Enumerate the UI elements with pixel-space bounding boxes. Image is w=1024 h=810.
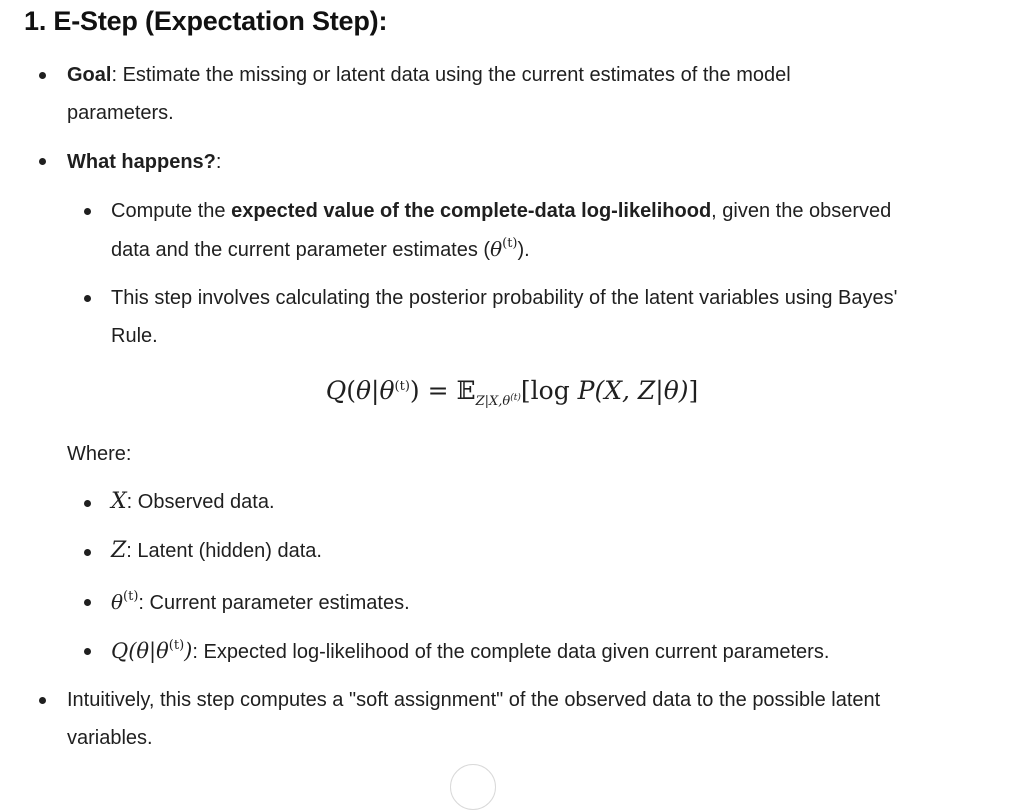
goal-text: : Estimate the missing or latent data using the current estimates of the model: [111, 64, 791, 86]
what-happens-colon: :: [215, 151, 222, 173]
scroll-down-button[interactable]: [450, 764, 496, 810]
theta-symbol: θ: [490, 237, 503, 261]
eq-Q: Q: [325, 376, 347, 405]
def-text: : Expected log-likelihood of the complete data given current parameters.: [192, 641, 830, 663]
definition-item: [111, 488, 275, 516]
def-text: : Latent (hidden) data.: [126, 540, 322, 562]
goal-line-1: [67, 61, 791, 89]
bullet-dot: [39, 72, 46, 79]
def-text: : Observed data.: [126, 491, 275, 513]
eq-theta: θ: [355, 376, 372, 405]
theta-superscript: (t): [502, 236, 518, 251]
bullet-dot: [84, 648, 91, 655]
bullet-dot: [39, 158, 46, 165]
intuition-line-1: Intuitively, this step computes a "soft assignment" of the observed data to the possible latent: [67, 689, 881, 711]
definition-item: [111, 537, 322, 565]
eq-bar: |: [371, 376, 380, 405]
eq-expectation-subscript: [476, 394, 521, 409]
eq-log: log: [530, 376, 578, 405]
eq-subscript-text: Z|X,θ: [475, 394, 511, 409]
eq-bracket-open: [: [520, 376, 531, 405]
posterior-line-1: This step involves calculating the posterior probability of the latent variables using Bayes': [111, 287, 898, 309]
eq-theta-t-sup: (t): [394, 379, 410, 394]
def-symbol: θ: [111, 590, 124, 614]
eq-bracket-close: ]: [688, 376, 699, 405]
compute-suffix: , given the observed: [711, 200, 892, 222]
where-label: Where:: [67, 443, 132, 465]
compute-line2-prefix: data and the current parameter estimates (: [111, 239, 491, 261]
def-symbol: Z: [111, 538, 127, 563]
eq-expectation: 𝔼: [456, 376, 476, 405]
bullet-dot: [39, 697, 46, 704]
goal-label: Goal: [67, 64, 112, 86]
eq-theta-t: θ: [379, 376, 395, 405]
compute-bold: expected value of the complete-data log-likelihood: [231, 200, 712, 222]
eq-P: P: [577, 376, 595, 405]
bullet-dot: [84, 599, 91, 606]
eq-open-paren: (: [346, 376, 356, 405]
intuition-line-2: variables.: [67, 727, 153, 749]
eq-close-paren: ): [409, 376, 420, 405]
definition-item: [111, 637, 829, 666]
bullet-dot: [84, 549, 91, 556]
def-text: : Current parameter estimates.: [138, 592, 410, 614]
def-symbol: X: [111, 489, 127, 514]
definition-item: [111, 588, 410, 617]
posterior-line-2: Rule.: [111, 325, 158, 347]
eq-args: (X, Z|θ): [594, 376, 689, 405]
def-symbol-sup: (t): [123, 589, 139, 604]
def-symbol-end: ): [184, 639, 193, 663]
what-happens-line: [67, 148, 221, 176]
q-function-equation: [0, 374, 1024, 408]
compute-line-1: [111, 197, 891, 225]
what-happens-label: What happens?: [67, 151, 216, 173]
bullet-dot: [84, 500, 91, 507]
def-symbol: Q(θ|θ: [111, 639, 169, 663]
eq-subscript-sup: (t): [510, 393, 521, 403]
eq-equals: =: [419, 376, 457, 405]
bullet-dot: [84, 208, 91, 215]
section-heading: 1. E-Step (Expectation Step):: [24, 6, 388, 36]
bullet-dot: [84, 295, 91, 302]
goal-line-2: parameters.: [67, 102, 174, 124]
compute-line2-suffix: ).: [517, 239, 530, 261]
compute-line-2: [111, 235, 530, 264]
def-symbol-sup: (t): [168, 638, 185, 653]
compute-prefix: Compute the: [111, 200, 232, 222]
